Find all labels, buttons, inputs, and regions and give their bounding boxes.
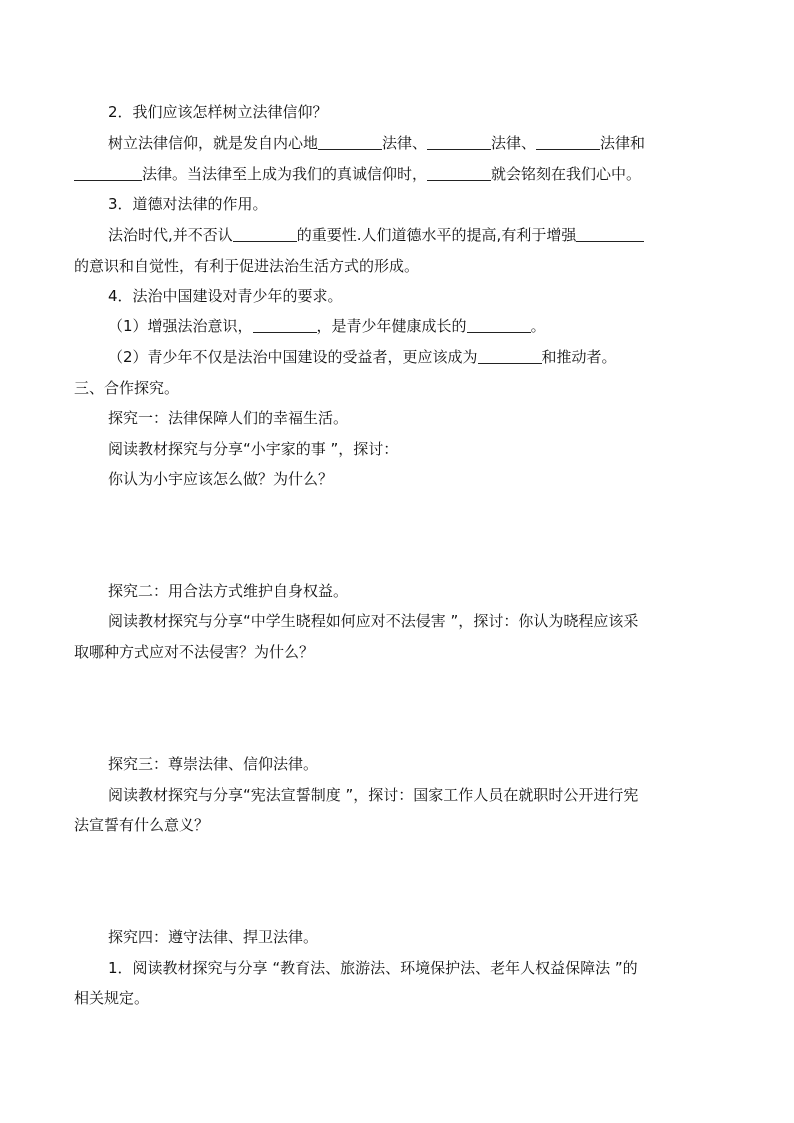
- q2-blank-2[interactable]: [427, 134, 491, 150]
- q2-title: 2．我们应该怎样树立法律信仰？: [108, 103, 328, 121]
- q3-blank-1[interactable]: [233, 226, 297, 242]
- e2-line2: 取哪种方式应对不法侵害？为什么？: [74, 643, 315, 661]
- q2-line2-text-a: 法律。当法律至上成为我们的真诚信仰时，: [142, 165, 428, 183]
- q2-blank-3[interactable]: [536, 134, 600, 150]
- e4-line1: 1．阅读教材探究与分享 “教育法、旅游法、环境保护法、老年人权益保障法 ”的: [108, 959, 638, 977]
- q3-line1-text-b: 的重要性.人们道德水平的提高,有利于增强: [296, 226, 577, 244]
- q4-blank-3[interactable]: [478, 348, 542, 364]
- q2-line2: [74, 164, 641, 184]
- q2-line1-text-d: 法律和: [600, 134, 646, 152]
- q4-point2: [108, 347, 617, 367]
- section3-title: 三、合作探究。: [74, 379, 180, 397]
- q4-blank-2[interactable]: [467, 317, 531, 333]
- e4-title: 探究四：遵守法律、捍卫法律。: [108, 928, 319, 946]
- q2-line1-text-b: 法律、: [382, 134, 428, 152]
- q4-title: 4．法治中国建设对青少年的要求。: [108, 287, 343, 305]
- q2-line1: [108, 133, 645, 153]
- q4-blank-1[interactable]: [253, 317, 317, 333]
- q4-p1-text-c: 。: [530, 317, 546, 335]
- q3-line1: [108, 225, 644, 245]
- e3-title: 探究三：尊崇法律、信仰法律。: [108, 755, 319, 773]
- e1-line2: 你认为小宇应该怎么做？为什么？: [108, 470, 334, 488]
- e1-title: 探究一：法律保障人们的幸福生活。: [108, 409, 349, 427]
- q4-point1: [108, 316, 546, 336]
- q2-blank-1[interactable]: [318, 134, 382, 150]
- q2-line1-text-a: 树立法律信仰，就是发自内心地: [108, 134, 319, 152]
- q3-blank-2[interactable]: [576, 226, 644, 242]
- e2-line1: 阅读教材探究与分享“中学生晓程如何应对不法侵害 ”，探讨：你认为晓程应该采: [108, 612, 639, 630]
- e3-line1: 阅读教材探究与分享“宪法宣誓制度 ”，探讨：国家工作人员在就职时公开进行宪: [108, 786, 639, 804]
- q4-p1-text-a: （1）增强法治意识，: [108, 317, 253, 335]
- q3-line2: 的意识和自觉性，有利于促进法治生活方式的形成。: [74, 257, 420, 275]
- q4-p2-text-b: 和推动者。: [541, 348, 617, 366]
- e3-line2: 法宣誓有什么意义？: [74, 816, 210, 834]
- q2-line2-text-b: 就会铭刻在我们心中。: [491, 165, 642, 183]
- q3-title: 3．道德对法律的作用。: [108, 195, 268, 213]
- q2-line1-text-c: 法律、: [491, 134, 537, 152]
- q2-blank-4[interactable]: [74, 165, 142, 181]
- q3-line1-text-a: 法治时代,并不否认: [108, 226, 233, 244]
- q2-blank-5[interactable]: [427, 165, 491, 181]
- e2-title: 探究二：用合法方式维护自身权益。: [108, 582, 349, 600]
- q4-p2-text-a: （2）青少年不仅是法治中国建设的受益者，更应该成为: [108, 348, 478, 366]
- e1-line1: 阅读教材探究与分享“小宇家的事 ”，探讨：: [108, 440, 399, 458]
- e4-line2: 相关规定。: [74, 989, 150, 1007]
- q4-p1-text-b: ，是青少年健康成长的: [316, 317, 467, 335]
